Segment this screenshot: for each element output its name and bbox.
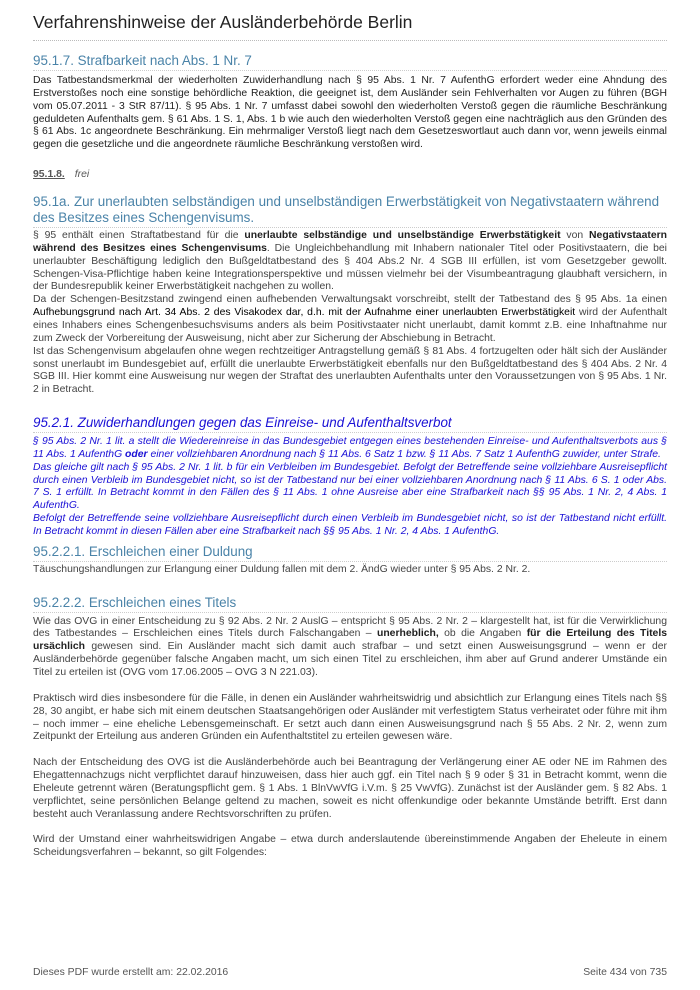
text-run: § 95 enthält einen Straftatbestand für die (33, 230, 245, 242)
text-run: § 95 Abs. 2 Nr. 1 lit. a stellt die Wiedereinreise in das Bundesgebiet entgegen eines bestehenden Einreise- und Aufenthaltsverbots aus § 11 Abs. 1 AufenthG (33, 436, 667, 460)
section-95-1a-para-1 (33, 230, 667, 294)
text-run: von (560, 230, 590, 242)
section-95-2-1-para-1 (33, 436, 667, 462)
section-95-2-2-2-para-4: Wird der Umstand einer wahrheitswidrigen Angabe – etwa durch anderslautende übereinstimmende Angaben der Eheleute in einem Scheidungsverfahren – bekannt, so gilt Folgendes: (33, 834, 667, 859)
section-heading-95-2-2-1: 95.2.2.1. Erschleichen einer Duldung (33, 544, 667, 562)
text-run: . Die Ungleichbehandlung mit Inhabern nationaler Titel oder Positivstaatern, die bei unerlaubter Beschäftigung lediglich den Bußgeldtatbestand des § 404 Abs.2 Nr. 4 SGB III erfüllen, ist vom Gesetzgeber gewollt. Schengen-Visa-Pflichtige haben keine Integrationsperspektive und müssen vielmehr bei der Visumbeantragung glaubhaft versichern, in der Bundesrepublik keiner Erwerbstätigkeit nachgehen zu wollen. (33, 242, 667, 293)
bold-run: unerheblich, (376, 628, 439, 640)
section-95-2-2-1-text: Täuschungshandlungen zur Erlangung einer Duldung fallen mit dem 2. ÄndG wieder unter § 95 Abs. 2 Nr. 2. (33, 563, 531, 575)
bold-run: Negativstaatern während des Besitzes eines Schengenvisums (33, 230, 667, 254)
section-95-2-1-para-3: Befolgt der Betreffende seine vollziehbare Ausreisepflicht durch einen Verbleib im Bundesgebiet nicht, so ist der Tatbestand nicht erfüllt. In Betracht kommt in diesen Fällen aber eine Strafbarkeit nach §§ 95 Abs. 1 Nr. 2, 4 Abs. 1 AufenthG. (33, 513, 667, 537)
section-heading-95-2-2-2: 95.2.2.2. Erschleichen eines Titels (33, 595, 667, 613)
footer-page-number: Seite 434 von 735 (583, 967, 667, 978)
section-number: 95.1.8. (33, 169, 65, 181)
section-95-2-2-2-para-3: Nach der Entscheidung des OVG ist die Ausländerbehörde auch bei Beantragung der Verlängerung einer AE oder NE im Rahmen des Ehegattennachzugs nicht verpflichtet darauf hinzuweisen, dass hier auch ggf. ein Titel nach § 9 oder § 31 in Betracht kommt, wenn die Eheleute getrennt wären (Beratungspflicht gem. § 1 Abs. 1 BlnVwVfG i.V.m. § 25 VwVfG). Zunächst ist der Ausländer gem. § 82 Abs. 1 verpflichtet, seine persönlichen Belange geltend zu machen, soweit es nicht offenkundige oder bekannte Umstände betrifft. Erst dann besteht auch Veranlassung andere Rechtsvorschriften zu prüfen. (33, 757, 667, 820)
text-run: ob die Angaben (438, 628, 527, 640)
section-value: frei (74, 169, 90, 181)
text-run: wird der Aufenthalt eines Inhabers eines Schengenbesuchsvisums anders als beim Positivstaater nicht unerlaubt, damit kommt z.B. eine Inhaftnahme nur zum Zweck der Vorbereitung der Ausweisung, nicht aber zur Sicherung der Abschiebung in Betracht. (33, 307, 667, 344)
bold-run: für die Erteilung des Titels ursächlich (33, 628, 667, 653)
document-page (33, 10, 667, 860)
section-text-95-1-7: Das Tatbestandsmerkmal der wiederholten Zuwiderhandlung nach § 95 Abs. 1 Nr. 7 AufenthG erfordert weder eine Ahndung des Erstverstoßes noch eine sonstige behördliche Reaktion, die geeignet ist, dem Ausländer sein Fehlverhalten vor Augen zu führen (BGH vom 05.07.2011 - 3 StR 87/11). § 95 Abs. 1 Nr. 7 umfasst dabei sowohl den wiederholten Verstoß gegen die räumliche Beschränkung geduldeten Aufenthalts gem. § 61 Abs. 1 S. 1, Abs. 1 b wie auch den wiederholten Verstoß gegen eine nachträglich aus den Gründen des § 61 Abs. 1c angeordnete Beschränkung. Ein mehrmaliger Verstoß liegt nach dem Gesetzeswortlaut auch dann vor, wenn jeweils einmal gegen die gesetzliche und die angeordnete räumliche Beschränkung verstoßen wird. (33, 75, 667, 151)
section-heading-95-1a: 95.1a. Zur unerlaubten selbständigen und unselbständigen Erwerbstätigkeit von Negativstaatern während des Besitzes eines Schengenvisums. (33, 194, 667, 228)
section-95-1a-para-3: Ist das Schengenvisum abgelaufen ohne wegen rechtzeitiger Antragstellung gemäß § 81 Abs. 4 fortzugelten oder hält sich der Ausländer sonst unerlaubt im Bundesgebiet auf, erfüllt die unerlaubte Erwerbstätigkeit ebenfalls nur den Bußgeldtatbestand des § 404 Abs. 2 Nr. 4 SGB III. Hier kommt eine Ausweisung nur wegen der Straftat des unerlaubten Aufenthalts unter den Voraussetzungen von § 95 Abs. 1 Nr. 2 in Betracht. (33, 345, 667, 396)
document-title: Verfahrenshinweise der Ausländerbehörde Berlin (33, 10, 667, 41)
section-heading-95-2-1: 95.2.1. Zuwiderhandlungen gegen das Einreise- und Aufenthaltsverbot (33, 415, 667, 433)
bold-run: unerlaubte selbständige und unselbständige Erwerbstätigkeit (244, 230, 561, 242)
text-run: einer vollziehbaren Anordnung nach § 11 Abs. 6 Satz 1 bzw. § 11 Abs. 7 Satz 1 AufenthG zuwider, unter Strafe. (147, 448, 661, 460)
emphasized-run: Aufhebungsgrund nach Art. 34 Abs. 2 des Visakodex dar, d.h. mit der Aufnahme einer unerlaubten Erwerbstätigkeit (33, 307, 576, 319)
text-run: Wie das OVG in einer Entscheidung zu § 92 Abs. 2 Nr. 2 AuslG – entspricht § 95 Abs. 2 Nr. 2 – klargestellt hat, ist für die Verwirklichung des Tatbestandes – Erschleichen eines Titels durch Falschangaben – (33, 615, 667, 640)
text-run: gewesen sind. Ein Ausländer macht sich damit auch strafbar – und setzt einen Ausweisungsgrund – wenn er der Ausländerbehörde gegenüber falsche Angaben macht, um sich einen Titel zu erschleichen, ihm aber auf Grund anderer Umstände ein Titel zu erteilen ist (OVG vom 17.06.2005 – OVG 3 N 221.03). (33, 641, 667, 678)
footer-created-date: Dieses PDF wurde erstellt am: 22.02.2016 (33, 967, 229, 978)
section-95-2-2-2-para-2: Praktisch wird dies insbesondere für die Fälle, in denen ein Ausländer wahrheitswidrig und absichtlich zur Erlangung eines Titels nach §§ 28, 30 angibt, er habe sich mit einem deutschen Staatsangehörigen oder Ausländer mit verfestigtem Status verheiratet oder führe mit ihm – noch immer – eine eheliche Lebensgemeinschaft. Er setzt auch dann einen Ausweisungsgrund nach § 55 Abs. 2 Nr. 2, wenn zum Zeitpunkt der Erteilung aus anderen Gründen ein Aufenthaltstitel zu erteilen gewesen wäre. (33, 692, 667, 743)
section-heading-95-1-7: 95.1.7. Strafbarkeit nach Abs. 1 Nr. 7 (33, 53, 667, 71)
section-95-2-2-2-para-1 (33, 616, 667, 680)
section-95-2-1-para-2: Das gleiche gilt nach § 95 Abs. 2 Nr. 1 lit. b für ein Verbleiben im Bundesgebiet. Befolgt der Betreffende seine vollziehbare Ausreisepflicht durch einen Verbleib im Bundesgebiet nicht, so ist der Tatbestand nur bei einer vollziehbaren Anordnung nach § 11 Abs. 6 S. 1 oder Abs. 7 S. 1 erfüllt. In Betracht kommt in den Fällen des § 11 Abs. 1 ohne Ausreise aber eine Strafbarkeit nach §§ 95 Abs. 1 Nr. 2, 4 Abs. 1 AufenthG. (33, 461, 667, 512)
bold-run: oder (125, 448, 148, 460)
section-95-1-8 (33, 169, 667, 180)
section-95-1a-para-2 (33, 294, 667, 345)
text-run: Da der Schengen-Besitzstand zwingend einen aufhebenden Verwaltungsakt vorschreibt, stellt der Tatbestand des § 95 Abs. 1a einen (33, 294, 667, 306)
page-footer (33, 967, 667, 978)
